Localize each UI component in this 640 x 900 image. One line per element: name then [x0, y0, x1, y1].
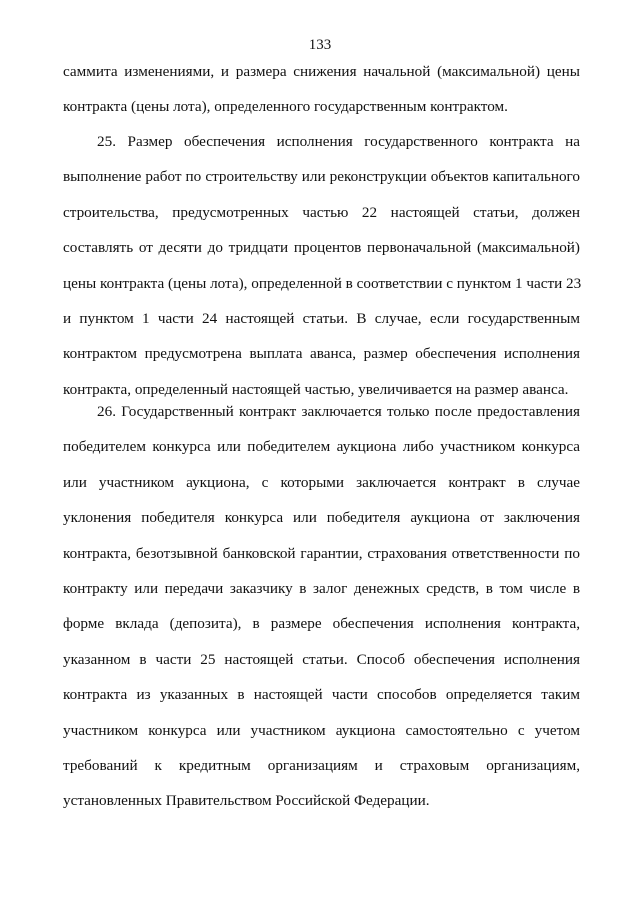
text-line: контрактом предусмотрена выплата аванса, размер обеспечения исполнения — [63, 345, 580, 363]
paragraph-25 — [63, 124, 580, 407]
text-line: форме вклада (депозита), в размере обеспечения исполнения контракта, — [63, 615, 580, 633]
text-line: требований к кредитным организациям и страховым организациям, — [63, 757, 580, 775]
text-line: выполнение работ по строительству или реконструкции объектов капитального — [63, 168, 580, 186]
text-line: уклонения победителя конкурса или победителя аукциона от заключения — [63, 509, 580, 527]
text-line: контракта, безотзывной банковской гарантии, страхования ответственности по — [63, 544, 580, 562]
text-line: установленных Правительством Российской Федерации. — [63, 792, 430, 810]
text-line: контракта, определенный настоящей частью, увеличивается на размер аванса. — [63, 380, 569, 398]
text-line: цены контракта (цены лота), определенной в соответствии с пунктом 1 части 23 — [63, 274, 582, 292]
text-line: 26. Государственный контракт заключается только после предоставления — [97, 403, 580, 420]
text-line: саммита изменениями, и размера снижения начальной (максимальной) цены — [63, 63, 580, 80]
page-number: 133 — [308, 37, 332, 53]
text-line: контракта из указанных в настоящей части способов определяется таким — [63, 686, 580, 704]
text-line: указанном в части 25 настоящей статьи. Способ обеспечения исполнения — [63, 650, 580, 668]
text-line: участником конкурса или участником аукциона самостоятельно с учетом — [63, 721, 580, 739]
text-line: контракта (цены лота), определенного государственным контрактом. — [63, 98, 508, 116]
continuation-text — [63, 54, 580, 125]
text-line: строительства, предусмотренных частью 22 настоящей статьи, должен — [63, 203, 580, 221]
text-line: контракту или передачи заказчику в залог денежных средств, в том числе в — [63, 580, 580, 598]
text-line: или участником аукциона, с которыми заключается контракт в случае — [63, 473, 580, 491]
text-line: 25. Размер обеспечения исполнения государственного контракта на — [97, 133, 580, 150]
paragraph-26 — [63, 394, 580, 819]
text-line: победителем конкурса или победителем аукциона либо участником конкурса — [63, 438, 580, 456]
text-line: и пунктом 1 части 24 настоящей статьи. В случае, если государственным — [63, 310, 580, 328]
text-line: составлять от десяти до тридцати процентов первоначальной (максимальной) — [63, 239, 580, 257]
